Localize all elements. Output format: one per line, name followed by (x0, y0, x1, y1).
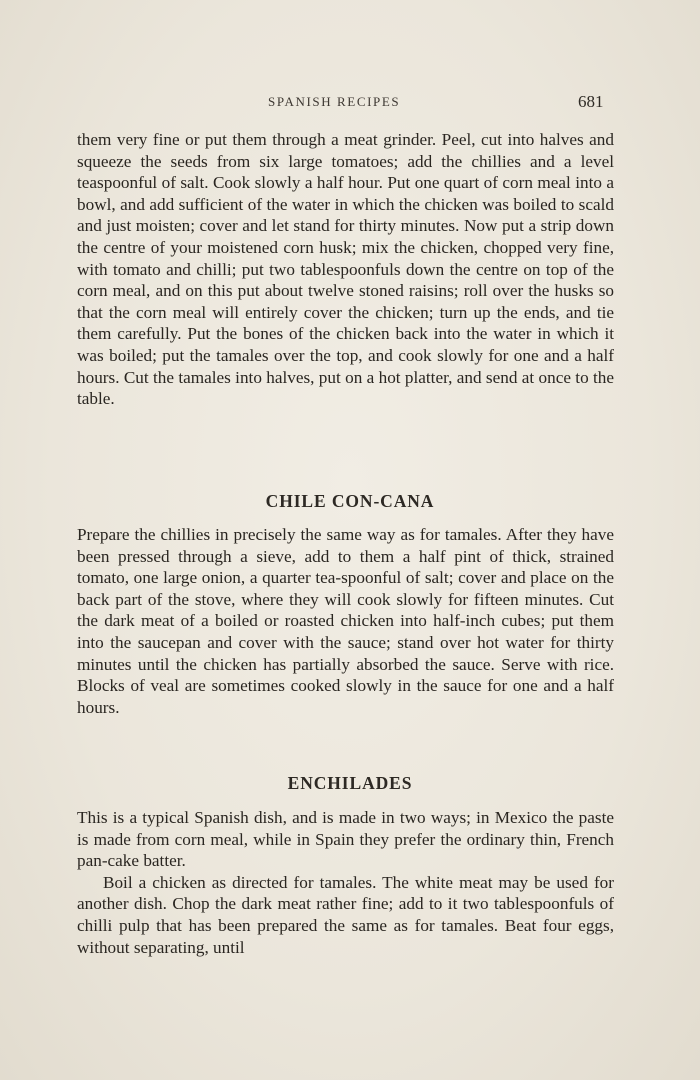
running-title: SPANISH RECIPES (268, 94, 401, 109)
paragraph: This is a typical Spanish dish, and is made in two ways; in Mexico the paste is made from corn meal, while in Spain they prefer the ordinary thin, French pan-cake batter. (77, 808, 614, 871)
chile-con-cana-body (77, 524, 614, 718)
section-heading-enchilades: ENCHILADES (287, 773, 413, 793)
paragraph: Boil a chicken as directed for tamales. The white meat may be used for another dish. Chop the dark meat rather fine; add to it two tablespoonfuls of chilli pulp that has been prepared the same as for tamales. Beat four eggs, without separating, until (77, 872, 614, 957)
page-number: 681 (578, 92, 604, 111)
paragraph: them very fine or put them through a meat grinder. Peel, cut into halves and squeeze the seeds from six large tomatoes; add the chillies and a level teaspoonful of salt. Cook slowly a half hour. Put one quart of corn meal into a bowl, and add sufficient of the water in which the chicken was boiled to scald and just moisten; cover and let stand for thirty minutes. Now put a strip down the centre of your moistened corn husk; mix the chicken, chopped very fine, with tomato and chilli; put two tablespoonfuls down the centre on top of the corn meal, and on this put about twelve stoned raisins; roll over the husks so that the corn meal will entirely cover the chicken; turn up the ends, and tie them carefully. Put the bones of the chicken back into the water in which it was boiled; put the tamales over the top, and cook slowly for one and a half hours. Cut the tamales into halves, put on a hot platter, and send at once to the table. (77, 130, 614, 409)
enchilades-body (77, 807, 614, 958)
paragraph: Prepare the chillies in precisely the same way as for tamales. After they have been pressed through a sieve, add to them a half pint of thick, strained tomato, one large onion, a quarter tea-spoonful of salt; cover and place on the back part of the stove, where they will cook slowly for fifteen minutes. Cut the dark meat of a boiled or roasted chicken into half-inch cubes; put them into the saucepan and cover with the sauce; stand over hot water for thirty minutes until the chicken has partially absorbed the sauce. Serve with rice. Blocks of veal are sometimes cooked slowly in the sauce for one and a half hours. (77, 525, 614, 717)
running-head (0, 94, 700, 116)
tamales-continuation (77, 129, 614, 410)
section-heading-chile-con-cana: CHILE CON-CANA (265, 491, 435, 511)
